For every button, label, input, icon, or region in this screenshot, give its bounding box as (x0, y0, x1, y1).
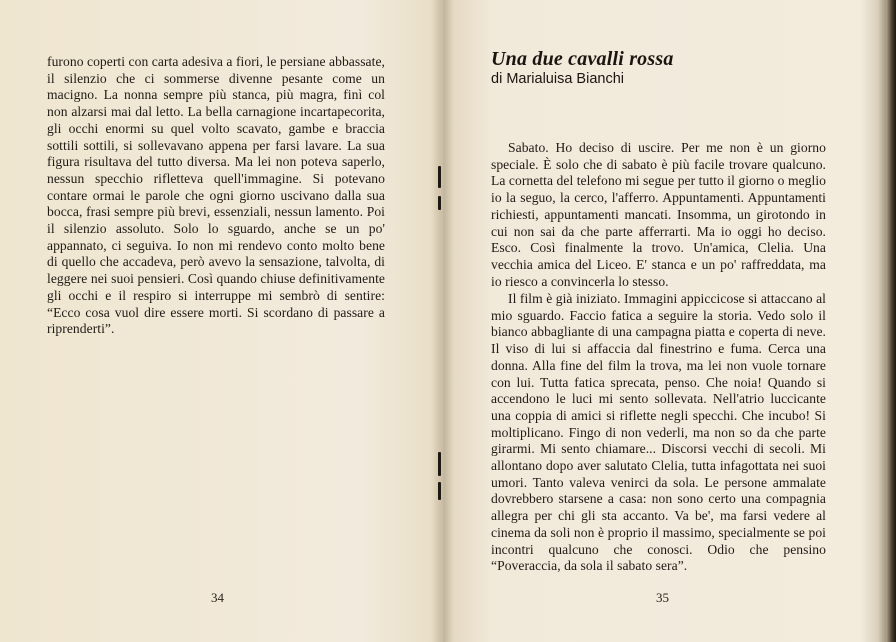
paragraph-text: Il film è già iniziato. Immagini appiccicose si attaccano al mio sguardo. Faccio fatica a seguire la storia. Vedo solo il bianco abbagliante di una campagna piatta e coperta di neve. Il viso di lui si affaccia dal finestrino e fuma. Cerca una donna. Alla fine del film la trova, ma lei non vuole tornare con lui. Tutta fatica sprecata, penso. Che noia! Quando si accendono le luci mi sento sollevata. Nell'atrio luccicante una coppia di amici si riflette negli specchi. Che incubo! Si moltiplicano. Fingo di non vederli, ma non so da che parte girarmi. Mi sento chiamare... Discorsi vecchi di secoli. Mi allontano dopo aver salutato Clelia, tutta infagottata nei suoi umori. Tanto valeva venirci da sola. Le persone ammalate dovrebbero starsene a casa: non sono certo una compagnia allegra per chi gli sta accanto. Va be', ma farsi vedere al cinema da soli non è proprio il massimo, specialmente se poi incontri qualcuno che conosci. Odio che pensino “Poveraccia, da sola il sabato sera”. (491, 291, 826, 574)
page-number-left: 34 (211, 590, 224, 605)
story-author: di Marialuisa Bianchi (491, 71, 624, 87)
story-title: Una due cavalli rossa (491, 48, 674, 70)
left-paragraph: furono coperti con carta adesiva a fiori, le persiane abbassate, il silenzio che ci sommerse divenne pesante come un macigno. La nonna sempre più stanca, più magra, finì col non alzarsi mai dal letto. La bella carnagione incartapecorita, gli occhi enormi su quel volto scavato, gambe e braccia sottili sottili, si sollevavano appena per farsi lavare. La sua figura risultava del tutto diversa. Ma lei non poteva saperlo, nessun specchio rifletteva quell'immagine. Si potevano contare ormai le parole che ogni giorno uscivano dalla sua bocca, frasi sempre più brevi, essenziali, nessun lamento. Poi il silenzio assoluto. Solo lo sguardo, anche se un po' appannato, ci seguiva. Io non mi rendevo conto molto bene di quello che accadeva, però avevo la sensazione, talvolta, di leggere nei suoi pensieri. Così quando chiuse definitivamente gli occhi e il respiro si interruppe mi sembrò di sentire: “Ecco cosa vuol dire essere morti. Si scordano di passare a riprenderti”. (47, 54, 385, 337)
page-number-right: 35 (656, 590, 669, 605)
right-paragraph-2 (491, 291, 826, 575)
right-paragraph-1 (491, 140, 826, 290)
paragraph-text: Sabato. Ho deciso di uscire. Per me non è un giorno speciale. È solo che di sabato è più facile trovare qualcuno. La cornetta del telefono mi segue per tutto il giorno o meglio io la seguo, la cerco, l'afferro. Appuntamenti. Appuntamenti richiesti, appuntamenti mancati. Insomma, un girotondo in cui non sai da che parte afferrarti. Ma io oggi ho deciso. Esco. Così finalmente la trovo. Un'amica, Clelia. Una vecchia amica del Liceo. E' stanca e un po' raffreddata, ma io riesco a convincerla lo stesso. (491, 140, 826, 289)
left-page-text (47, 54, 385, 338)
